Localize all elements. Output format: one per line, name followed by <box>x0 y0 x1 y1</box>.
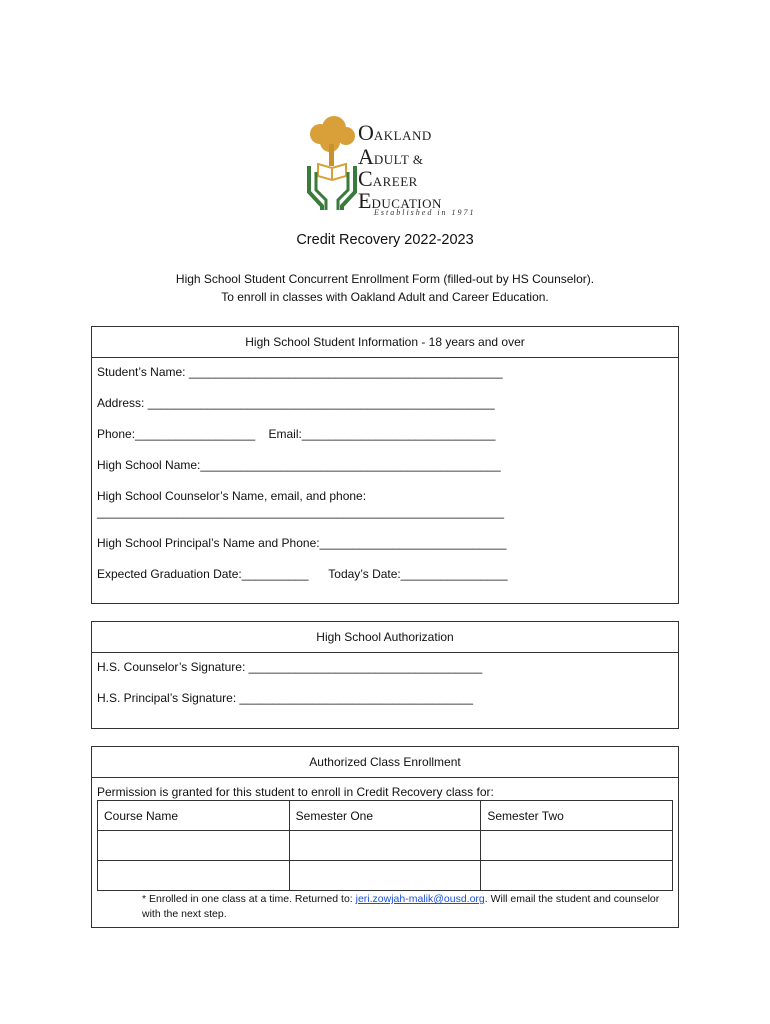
authorization-section <box>91 621 679 729</box>
table-cell[interactable] <box>289 861 481 891</box>
counselor-info-label: High School Counselor’s Name, email, and phone: <box>97 489 367 503</box>
authorization-header: High School Authorization <box>92 622 678 653</box>
contact-email-link[interactable]: jeri.zowjah-malik@ousd.org <box>355 893 485 905</box>
counselor-signature-field[interactable]: H.S. Counselor’s Signature: ___________________________________ <box>97 660 483 674</box>
high-school-name-field[interactable]: High School Name:_____________________________________________ <box>97 458 501 472</box>
note-text-after: . Will email the student and counselor with the next step. <box>142 893 660 920</box>
logo-word-adult: DULT & <box>373 152 424 167</box>
principal-info-field[interactable]: High School Principal’s Name and Phone:____________________________ <box>97 536 507 550</box>
student-info-section <box>91 326 679 604</box>
enrollment-header: Authorized Class Enrollment <box>92 747 678 778</box>
oace-logo <box>306 114 476 218</box>
logo-word-education: DUCATION <box>371 196 442 211</box>
student-name-field[interactable]: Student’s Name: _______________________________________________ <box>97 365 503 379</box>
logo-cap-c: C <box>358 166 373 191</box>
course-table <box>97 800 673 891</box>
logo-cap-e: E <box>358 188 372 213</box>
permission-text: Permission is granted for this student to enroll in Credit Recovery class for: <box>97 785 494 799</box>
subtitle-line-1: High School Student Concurrent Enrollment Form (filled-out by HS Counselor). <box>175 272 595 286</box>
subtitle-line-2: To enroll in classes with Oakland Adult and Career Education. <box>221 290 549 304</box>
table-cell[interactable] <box>98 861 290 891</box>
address-field[interactable]: Address: ____________________________________________________ <box>97 396 495 410</box>
dates-field[interactable]: Expected Graduation Date:__________ Today’s Date:________________ <box>97 567 508 581</box>
column-course-name: Course Name <box>98 801 290 831</box>
logo-word-career: AREER <box>372 174 418 189</box>
logo-established: Established in 1971 <box>374 208 476 217</box>
enrollment-section <box>91 746 679 928</box>
form-subtitle <box>0 270 770 306</box>
table-cell[interactable] <box>481 831 673 861</box>
column-semester-one: Semester One <box>289 801 481 831</box>
page-title: Credit Recovery 2022-2023 <box>296 232 474 248</box>
table-cell[interactable] <box>98 831 290 861</box>
logo-cap-a: A <box>358 144 374 169</box>
tree-hands-icon <box>306 114 358 214</box>
logo-cap-o: O <box>358 120 374 145</box>
table-cell[interactable] <box>481 861 673 891</box>
table-row <box>98 831 673 861</box>
logo-word-oakland: AKLAND <box>373 128 432 143</box>
table-cell[interactable] <box>289 831 481 861</box>
principal-signature-field[interactable]: H.S. Principal’s Signature: ___________________________________ <box>97 691 474 705</box>
counselor-info-field[interactable]: _____________________________________________________________ <box>97 505 505 519</box>
phone-email-field[interactable]: Phone:__________________ Email:_____________________________ <box>97 427 496 441</box>
table-header-row <box>98 801 673 831</box>
enrollment-note <box>142 892 672 922</box>
column-semester-two: Semester Two <box>481 801 673 831</box>
note-text-before: * Enrolled in one class at a time. Returned to: <box>142 893 356 905</box>
student-info-header: High School Student Information - 18 years and over <box>92 327 678 358</box>
table-row <box>98 861 673 891</box>
